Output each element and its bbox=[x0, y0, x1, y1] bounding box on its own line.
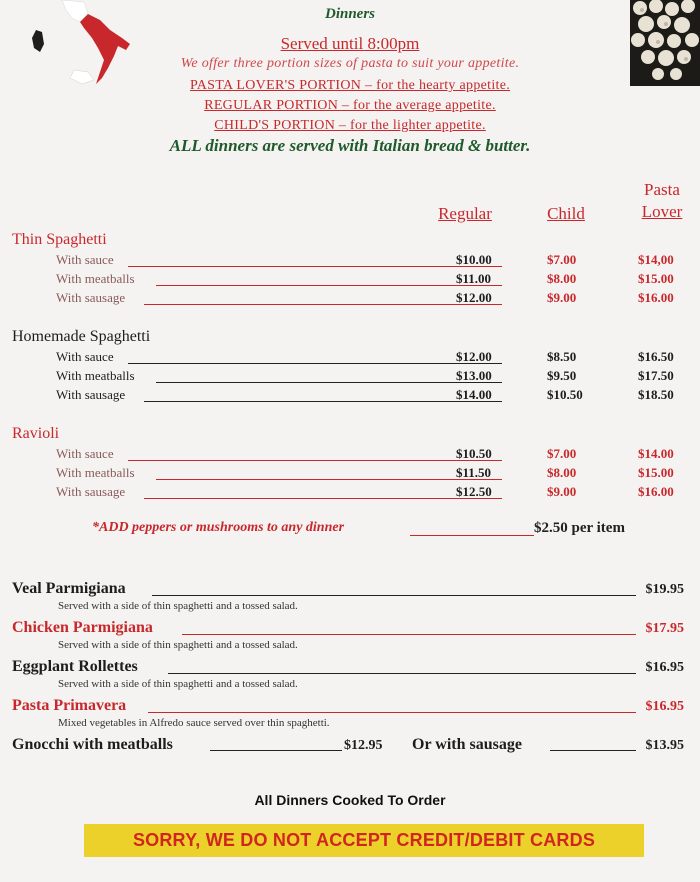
entree-name: Veal Parmigiana bbox=[12, 580, 126, 597]
column-pasta-lover bbox=[626, 180, 698, 222]
pasta-lover-portion: PASTA LOVER'S PORTION – for the hearty appetite. bbox=[189, 78, 511, 93]
menu-row bbox=[56, 252, 686, 271]
portion-offer-note: We offer three portion sizes of pasta to suit your appetite. bbox=[180, 56, 520, 71]
menu-row bbox=[56, 446, 686, 465]
price-regular: $10.50 bbox=[456, 446, 492, 461]
entree-name: Pasta Primavera bbox=[12, 697, 127, 714]
menu-row bbox=[56, 349, 686, 368]
column-pasta-lover-line1: Pasta bbox=[644, 180, 680, 199]
entree-name: Chicken Parmigiana bbox=[12, 619, 153, 636]
column-child: Child bbox=[547, 204, 585, 223]
price-pasta-lover: $16.00 bbox=[638, 484, 674, 499]
row-label: With sauce bbox=[56, 349, 114, 364]
entree-note: Served with a side of thin spaghetti and a tossed salad. bbox=[58, 639, 298, 651]
entree-row bbox=[12, 697, 684, 717]
entree-price: $19.95 bbox=[645, 582, 684, 597]
row-label: With sauce bbox=[56, 252, 114, 267]
row-label: With meatballs bbox=[56, 465, 135, 480]
price-regular: $13.00 bbox=[456, 368, 492, 383]
price-regular: $14.00 bbox=[456, 387, 492, 402]
price-child: $8.00 bbox=[547, 465, 577, 480]
price-pasta-lover: $15.00 bbox=[638, 271, 674, 286]
price-regular: $11.00 bbox=[456, 271, 492, 286]
row-label: With sausage bbox=[56, 484, 126, 499]
entree-price: $16.95 bbox=[645, 699, 684, 714]
entree-price: $16.95 bbox=[645, 660, 684, 675]
price-regular: $12.00 bbox=[456, 290, 492, 305]
no-cards-banner bbox=[84, 824, 644, 857]
row-label: With sausage bbox=[56, 290, 126, 305]
menu-heading: Dinners bbox=[324, 6, 376, 22]
gnocchi-sausage-name: Or with sausage bbox=[412, 736, 522, 753]
price-child: $8.50 bbox=[547, 349, 577, 364]
bread-note: ALL dinners are served with Italian bread & butter. bbox=[169, 136, 531, 155]
cooked-to-order-note: All Dinners Cooked To Order bbox=[254, 792, 446, 808]
price-regular: $10.00 bbox=[456, 252, 492, 267]
menu-row bbox=[56, 271, 686, 290]
column-regular: Regular bbox=[438, 204, 492, 223]
menu-row bbox=[56, 484, 686, 503]
price-regular: $11.50 bbox=[456, 465, 492, 480]
price-pasta-lover: $14.00 bbox=[638, 446, 674, 461]
section-title-ravioli: Ravioli bbox=[12, 425, 60, 442]
gnocchi-sausage-price: $13.95 bbox=[645, 738, 684, 753]
addon-price: $2.50 per item bbox=[534, 520, 625, 536]
price-child: $9.00 bbox=[547, 290, 577, 305]
child-portion: CHILD'S PORTION – for the lighter appetite. bbox=[214, 118, 486, 133]
row-label: With meatballs bbox=[56, 271, 135, 286]
column-pasta-lover-line2: Lover bbox=[641, 202, 683, 221]
price-regular: $12.50 bbox=[456, 484, 492, 499]
row-label: With sauce bbox=[56, 446, 114, 461]
price-child: $9.00 bbox=[547, 484, 577, 499]
entree-note: Served with a side of thin spaghetti and a tossed salad. bbox=[58, 600, 298, 612]
section-title-homemade-spaghetti: Homemade Spaghetti bbox=[12, 328, 151, 345]
price-pasta-lover: $18.50 bbox=[638, 387, 674, 402]
entree-price: $17.95 bbox=[645, 621, 684, 636]
entree-row bbox=[12, 658, 684, 678]
price-child: $7.00 bbox=[547, 446, 577, 461]
entree-row bbox=[12, 619, 684, 639]
regular-portion: REGULAR PORTION – for the average appetite. bbox=[204, 98, 496, 113]
price-regular: $12.00 bbox=[456, 349, 492, 364]
price-pasta-lover: $14,00 bbox=[638, 252, 674, 267]
no-cards-text: SORRY, WE DO NOT ACCEPT CREDIT/DEBIT CARDS bbox=[132, 830, 596, 850]
price-pasta-lover: $16.50 bbox=[638, 349, 674, 364]
gnocchi-price: $12.95 bbox=[344, 738, 383, 753]
price-child: $10.50 bbox=[547, 387, 583, 402]
entree-note: Mixed vegetables in Alfredo sauce served over thin spaghetti. bbox=[58, 717, 330, 729]
gnocchi-name: Gnocchi with meatballs bbox=[12, 736, 173, 753]
addon-row bbox=[92, 520, 652, 540]
row-label: With meatballs bbox=[56, 368, 135, 383]
price-child: $9.50 bbox=[547, 368, 577, 383]
section-title-thin-spaghetti: Thin Spaghetti bbox=[12, 231, 107, 248]
price-pasta-lover: $17.50 bbox=[638, 368, 674, 383]
row-label: With sausage bbox=[56, 387, 126, 402]
price-child: $8.00 bbox=[547, 271, 577, 286]
price-pasta-lover: $16.00 bbox=[638, 290, 674, 305]
menu-row bbox=[56, 368, 686, 387]
menu-row bbox=[56, 465, 686, 484]
entree-row bbox=[12, 580, 684, 600]
menu-row bbox=[56, 290, 686, 309]
price-pasta-lover: $15.00 bbox=[638, 465, 674, 480]
price-child: $7.00 bbox=[547, 252, 577, 267]
entree-name: Eggplant Rollettes bbox=[12, 658, 138, 675]
entree-note: Served with a side of thin spaghetti and a tossed salad. bbox=[58, 678, 298, 690]
menu-row bbox=[56, 387, 686, 406]
served-until-note: Served until 8:00pm bbox=[280, 34, 420, 53]
addon-text: *ADD peppers or mushrooms to any dinner bbox=[92, 520, 345, 535]
gnocchi-row bbox=[12, 736, 684, 758]
